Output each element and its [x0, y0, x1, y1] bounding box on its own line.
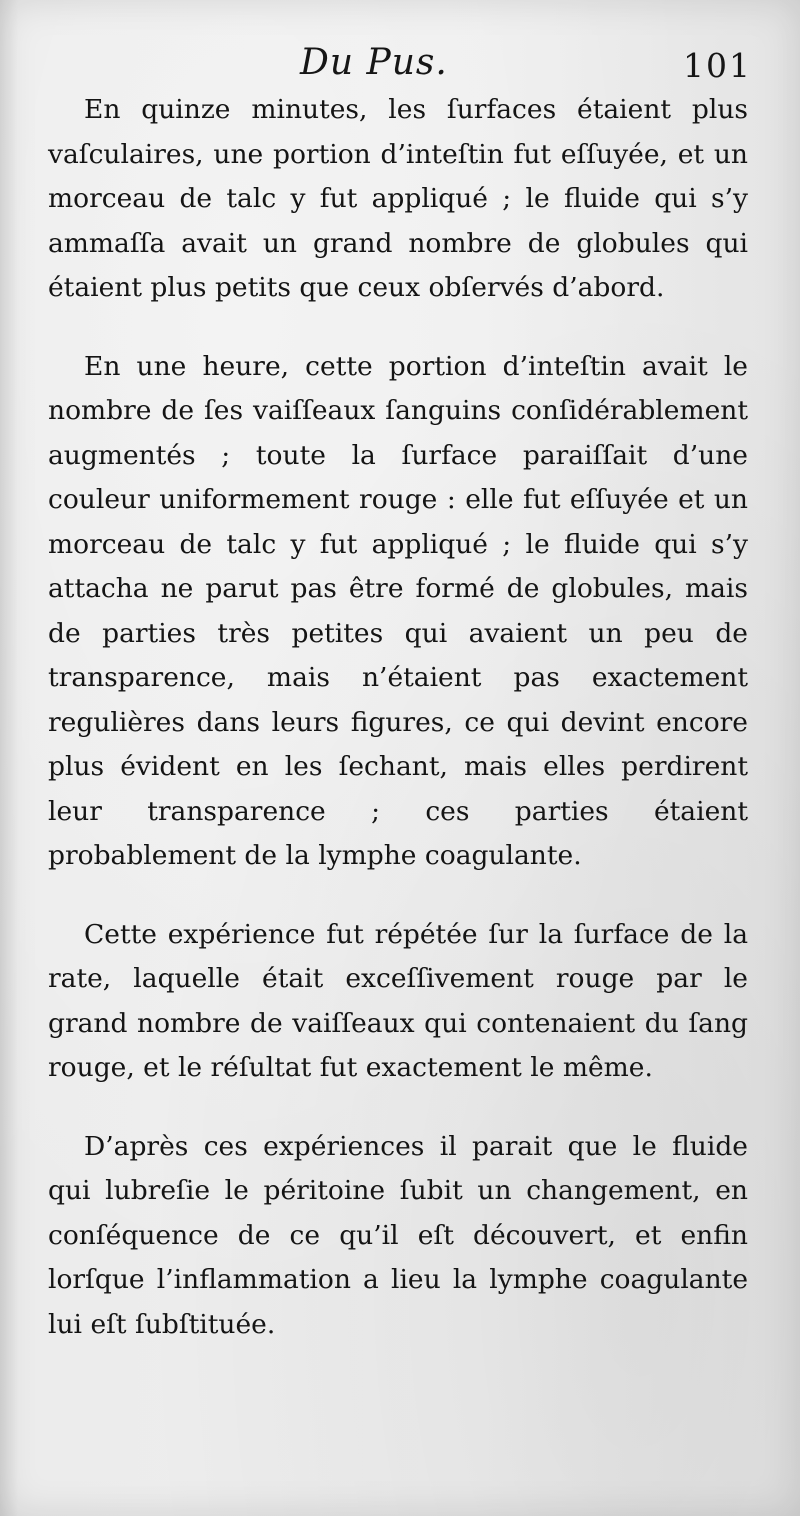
running-title: Du Pus. [300, 42, 448, 83]
paragraph-2: En une heure, cette portion d’inteſtin avait le nombre de ſes vaiſſeaux ſanguins conſidérablement augmentés ; toute la ſurface paraiſſait d’une couleur uniformement rouge : elle fut eſſuyée et un morceau de talc y fut appliqué ; le fluide qui s’y attacha ne parut pas être formé de globules, mais de parties très petites qui avaient un peu de transparence, mais n’étaient pas exactement regulières dans leurs figures, ce qui devint encore plus évident en les ſechant, mais elles perdirent leur transparence ; ces parties étaient probablement de la lymphe coagulante. [48, 350, 748, 871]
running-head [0, 42, 800, 92]
page-number: 101 [683, 46, 752, 85]
paragraph-3: Cette expérience fut répétée ſur la ſurface de la rate, laquelle était exceſſivement rouge par le grand nombre de vaiſſeaux qui contenaient du ſang rouge, et le réſultat fut exactement le même. [48, 918, 748, 1083]
paragraph-4: D’après ces expériences il parait que le fluide qui lubreſie le péritoine ſubit un changement, en conſéquence de ce qu’il eſt découvert, et enfin lorſque l’inflammation a lieu la lymphe coagulante lui eſt ſubſtituée. [48, 1130, 748, 1340]
paragraph-1: En quinze minutes, les ſurfaces étaient plus vaſculaires, une portion d’inteſtin fut eſſuyée, et un morceau de talc y fut appliqué ; le fluide qui s’y ammaſſa avait un grand nombre de globules qui étaient plus petits que ceux obſervés d’abord. [48, 94, 748, 303]
body-text [48, 88, 748, 1381]
